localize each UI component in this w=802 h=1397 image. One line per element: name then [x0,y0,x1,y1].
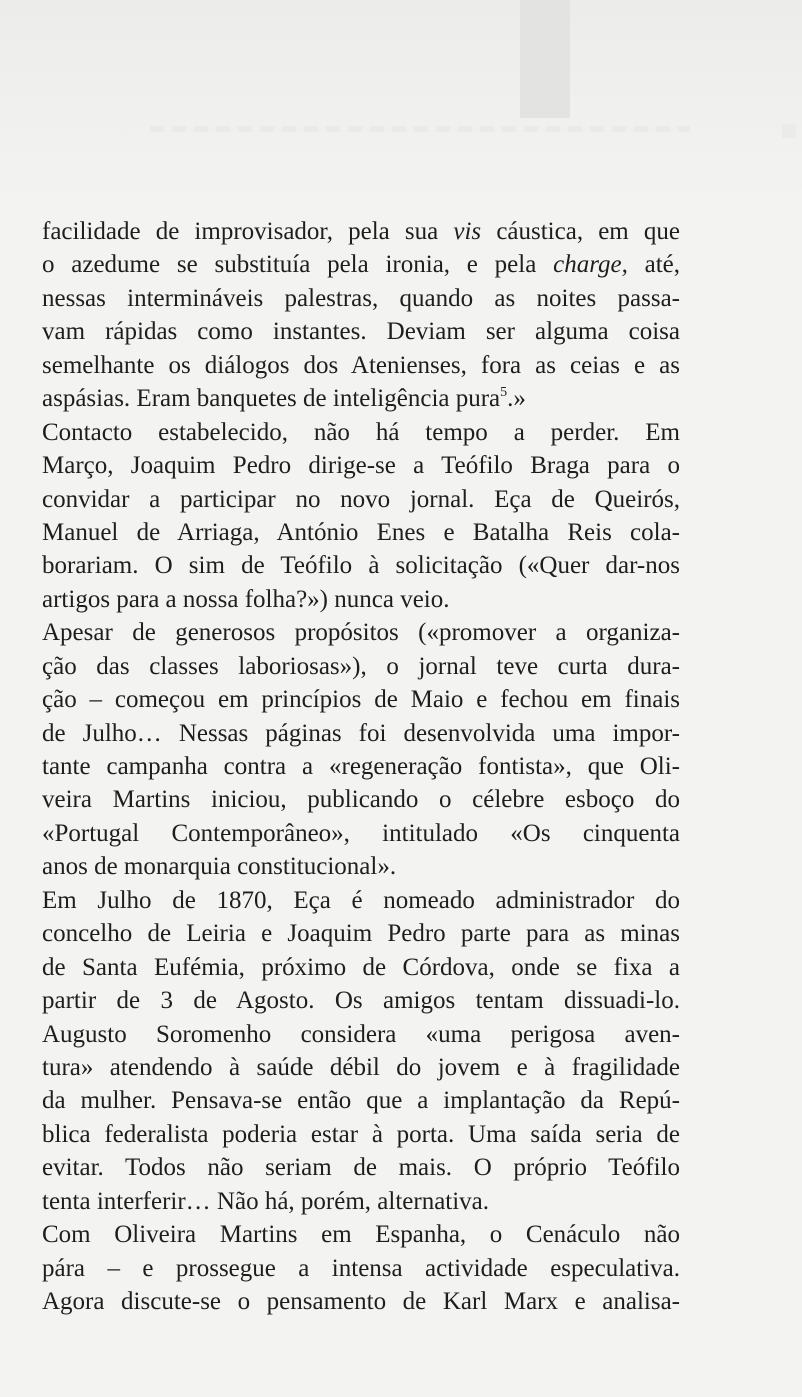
text-run: até, [627,251,681,279]
text-line [42,1051,680,1084]
footnote-ref: 5 [500,385,508,401]
show-through-header [150,126,690,132]
text-run: blica federalista poderia estar à porta. Uma saída seria de [42,1120,680,1148]
show-through-image [520,0,570,118]
text-run: Março, Joaquim Pedro dirige-se a Teófilo Braga para o [42,452,680,480]
text-run: evitar. Todos não seriam de mais. O próprio Teófilo [42,1154,680,1182]
text-run: Com Oliveira Martins em Espanha, o Cenáculo não [42,1221,680,1249]
text-run: da mulher. Pensava-se então que a implantação da Repú- [42,1087,680,1115]
text-line [42,382,680,415]
text-line [42,650,680,683]
text-line [42,1252,680,1285]
body-text [42,215,680,1318]
text-line [42,1018,680,1051]
text-run: Contacto estabelecido, não há tempo a perder. Em [42,418,680,446]
text-line [42,349,680,382]
text-line [42,750,680,783]
text-line [42,1084,680,1117]
text-run: de Julho… Nessas páginas foi desenvolvida uma impor- [42,719,680,747]
text-run: nessas intermináveis palestras, quando as noites passa- [42,284,680,312]
text-line [42,1118,680,1151]
text-line [42,416,680,449]
text-line [42,683,680,716]
text-line [42,1185,680,1218]
text-run: veira Martins iniciou, publicando o célebre esboço do [42,786,680,814]
text-run: Em Julho de 1870, Eça é nomeado administrador do [42,886,680,914]
text-line [42,248,680,281]
text-run: de Santa Eufémia, próximo de Córdova, onde se fixa a [42,953,680,981]
text-line [42,1218,680,1251]
text-run: borariam. O sim de Teófilo à solicitação («Quer dar-nos [42,552,680,580]
text-run: .» [507,385,526,413]
text-line [42,1285,680,1318]
text-line [42,984,680,1017]
text-run: artigos para a nossa folha?») nunca veio. [42,585,450,613]
text-line [42,549,680,582]
text-line [42,717,680,750]
text-run: vam rápidas como instantes. Deviam ser alguma coisa [42,318,680,346]
text-run: semelhante os diálogos dos Atenienses, fora as ceias e as [42,351,680,379]
text-run: facilidade de improvisador, pela sua [42,218,454,245]
text-line [42,583,680,616]
text-run: pára – e prossegue a intensa actividade especulativa. [42,1254,680,1282]
text-line [42,516,680,549]
show-through-page-number [782,124,796,138]
text-run: ção – começou em princípios de Maio e fechou em finais [42,686,680,714]
text-line [42,850,680,883]
text-run: anos de monarquia constitucional». [42,853,397,881]
text-run: convidar a participar no novo jornal. Eça de Queirós, [42,485,680,513]
text-run: cáustica, em que [481,218,680,245]
text-run: o azedume se substituía pela ironia, e pela [42,251,554,279]
text-run: Apesar de generosos propósitos («promover a organiza- [42,619,680,647]
text-line [42,917,680,950]
text-line [42,449,680,482]
text-run: tura» atendendo à saúde débil do jovem e à fragilidade [42,1053,680,1081]
text-line [42,616,680,649]
text-run: Augusto Soromenho considera «uma perigosa aven- [42,1020,680,1048]
text-run: ção das classes laboriosas»), o jornal teve curta dura- [42,652,680,680]
text-run: tante campanha contra a «regeneração fontista», que Oli- [42,753,680,780]
text-line [42,483,680,516]
text-run: tenta interferir… Não há, porém, alternativa. [42,1187,490,1215]
text-line [42,315,680,348]
text-run: concelho de Leiria e Joaquim Pedro parte para as minas [42,920,680,948]
text-run: Agora discute-se o pensamento de Karl Marx e analisa- [42,1288,680,1315]
text-run: aspásias. Eram banquetes de inteligência pura [42,385,501,413]
text-line [42,951,680,984]
text-line [42,817,680,850]
text-run: «Portugal Contemporâneo», intitulado «Os cinquenta [42,819,680,847]
show-through-top [0,0,802,200]
text-line [42,783,680,816]
text-run: partir de 3 de Agosto. Os amigos tentam dissuadi-lo. [42,987,680,1015]
text-line [42,1151,680,1184]
italic-word: vis [453,218,482,245]
text-line [42,282,680,315]
text-line [42,884,680,917]
italic-word: charge, [553,251,628,279]
text-line [42,215,680,248]
text-run: Manuel de Arriaga, António Enes e Batalha Reis cola- [42,518,680,546]
